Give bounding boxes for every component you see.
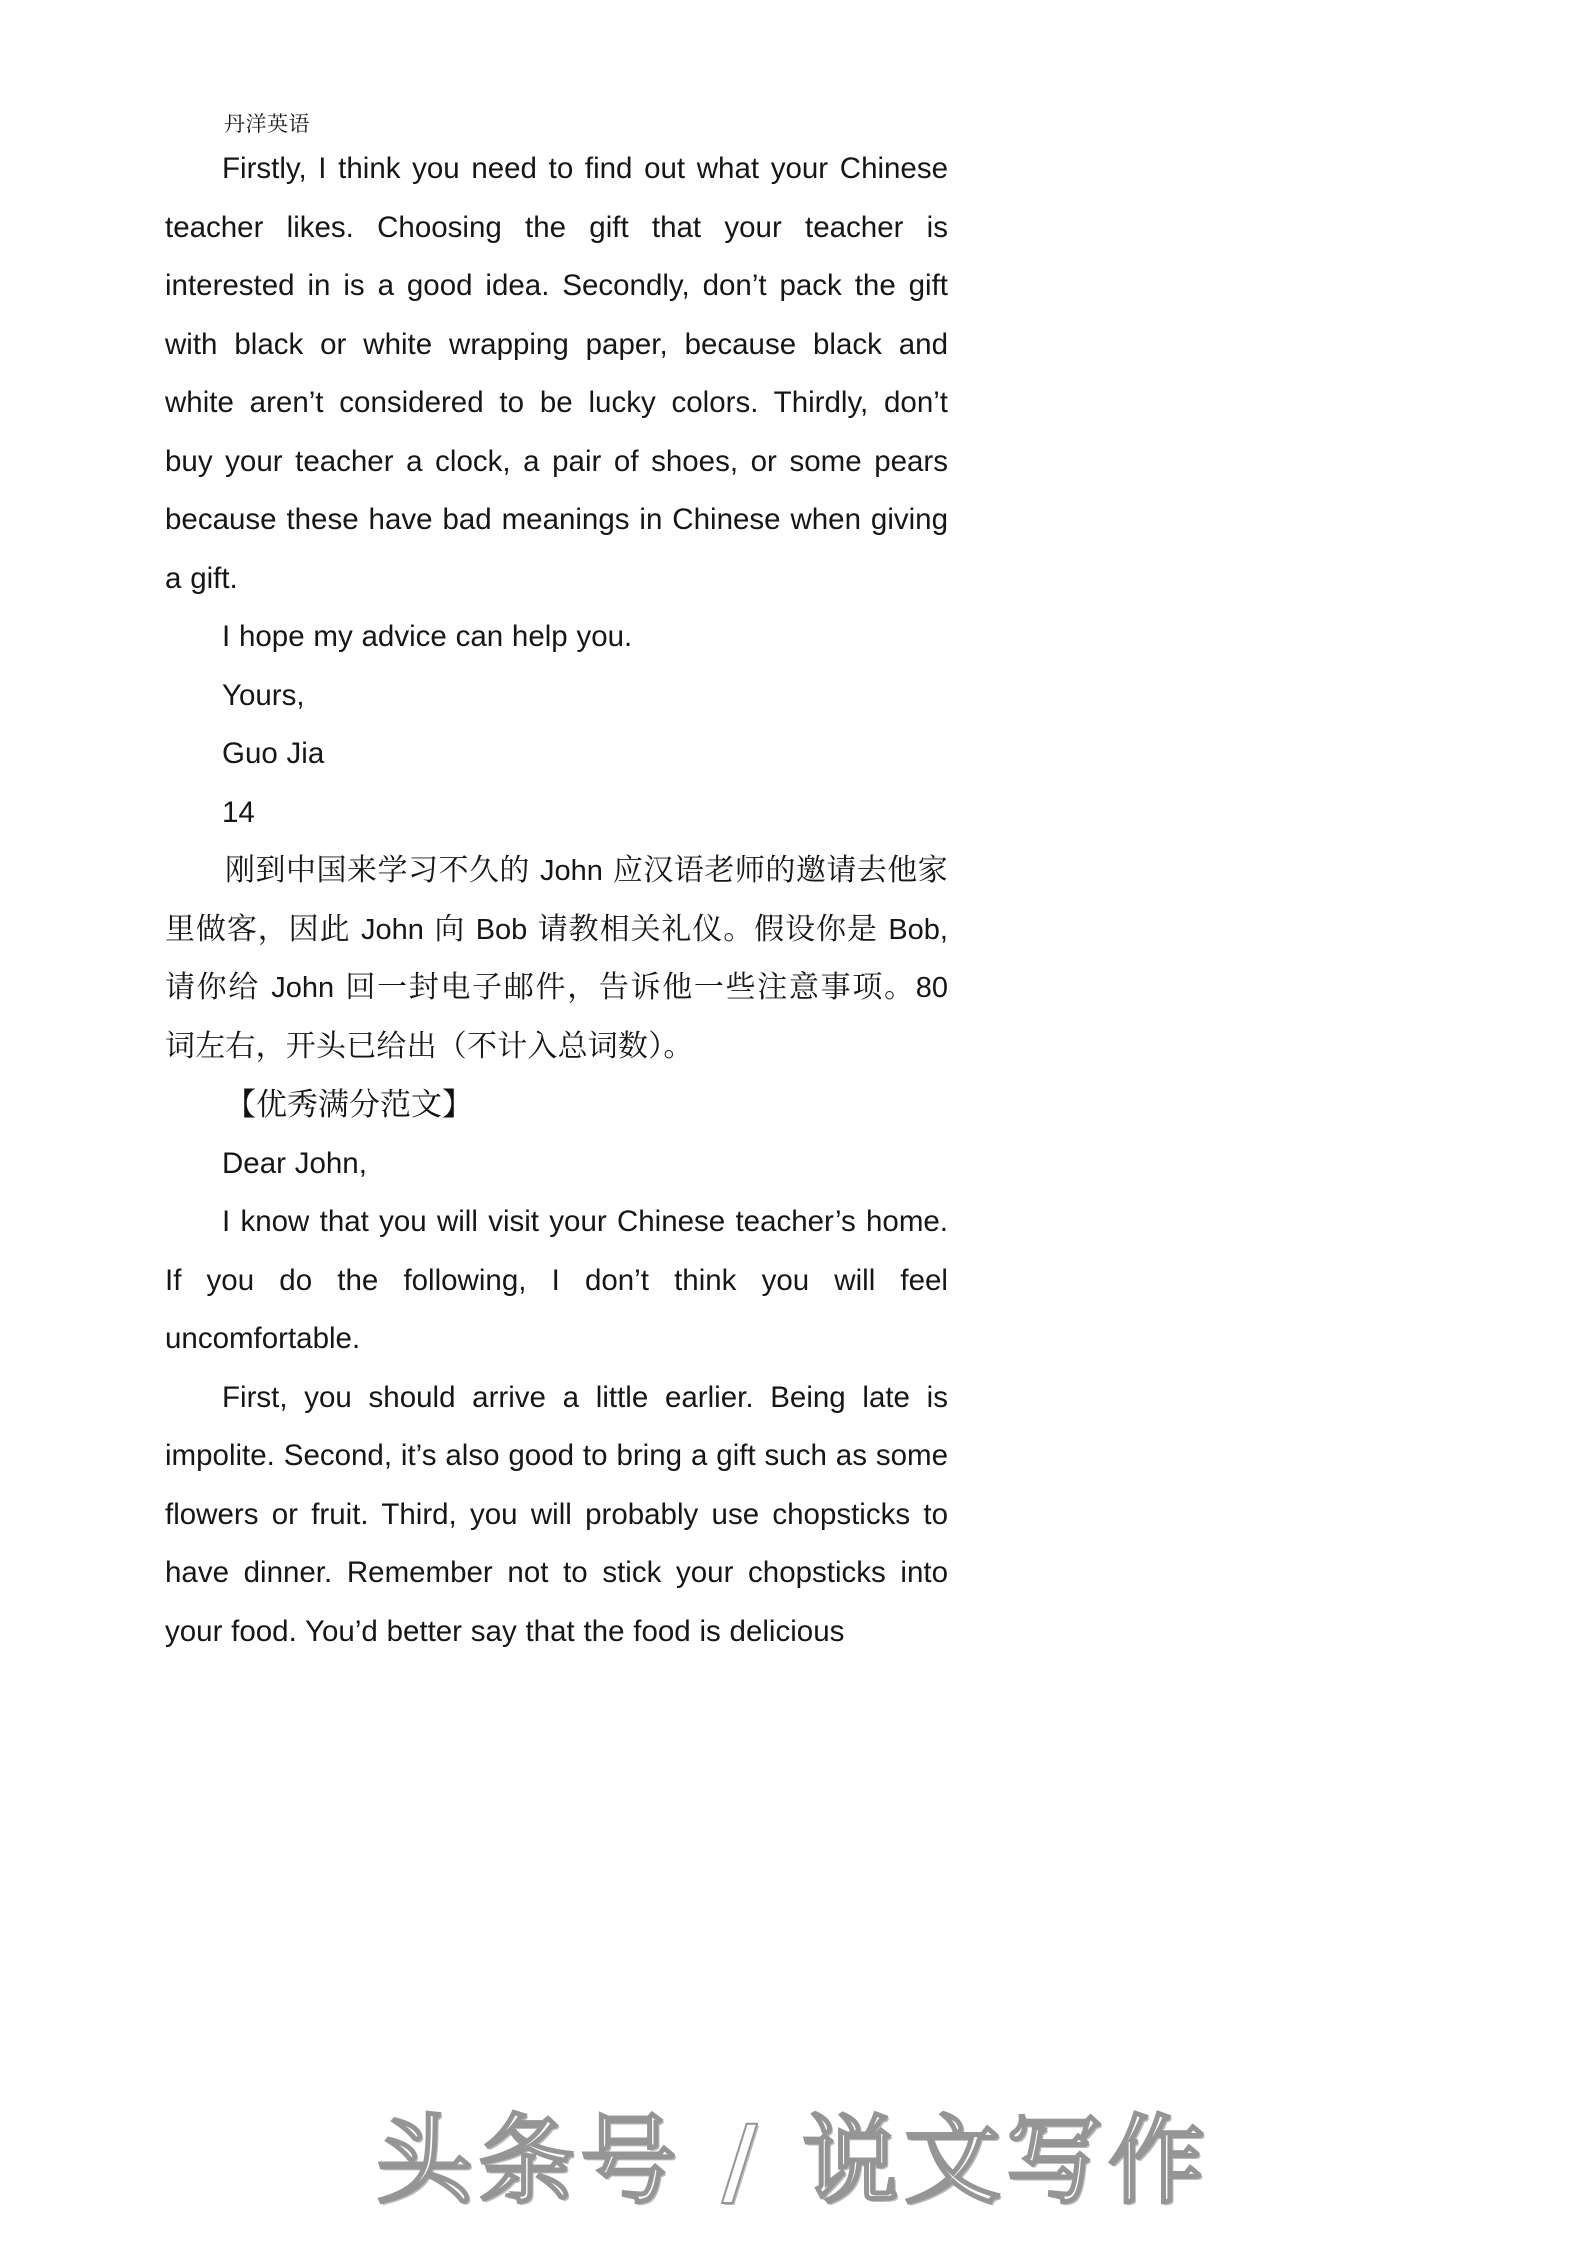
- prompt-text-segment-4: 请教相关礼仪。假设你是: [527, 911, 889, 947]
- prompt-text-segment-3: 向: [423, 911, 476, 947]
- prompt-name-john-1: John: [539, 855, 603, 887]
- prompt-text-segment-2: 应汉语老师的邀请去他家里做客，因此: [165, 853, 948, 947]
- question-number-14: 14: [222, 795, 255, 829]
- model-answer-heading: 【优秀满分范文】: [225, 1087, 473, 1123]
- salutation-dear-john: Dear John,: [222, 1146, 367, 1180]
- running-header: 丹洋英语: [224, 112, 310, 136]
- prompt-text-segment-5: 请你给: [165, 970, 272, 1005]
- question-14-prompt: [165, 842, 948, 1076]
- prompt-text-segment-6: 回一封电子邮件，告诉他一些注意事项。: [334, 970, 916, 1005]
- paragraph-first-arrive-earlier: First, you should arrive a little earlier. Being late is impolite. Second, it’s also good to bring a gift such as some flowers or fruit. Third, you will probably use chopsticks to have dinner. Remember not to stick your chopsticks into your food. You’d better say that the food is delicious: [165, 1380, 948, 1648]
- prompt-name-bob-2: Bob,: [888, 913, 948, 946]
- prompt-name-john-3: John: [271, 972, 335, 1004]
- signature-name: Guo Jia: [222, 737, 325, 770]
- prompt-text-segment-1: 刚到中国来学习不久的: [225, 853, 540, 888]
- watermark-toutiao: 头条号 / 说文写作: [376, 2105, 1211, 2217]
- prompt-name-john-2: John: [360, 913, 424, 946]
- document-body: [165, 140, 948, 1661]
- paragraph-i-know-visit: I know that you will visit your Chinese teacher’s home. If you do the following, I don’t think you will feel uncomfortable.: [165, 1205, 948, 1355]
- paragraph-firstly-advice: Firstly, I think you need to find out what your Chinese teacher likes. Choosing the gift that your teacher is interested in is a good idea. Secondly, don’t pack the gift with black or white wrapping paper, because black and white aren’t considered to be lucky colors. Thirdly, don’t buy your teacher a clock, a pair of shoes, or some pears because these have bad meanings in Chinese when giving a gift.: [165, 152, 948, 595]
- paragraph-hope-advice-helps: I hope my advice can help you.: [222, 620, 633, 653]
- prompt-text-segment-7: 词左右，开头已给出（不计入总词数）。: [165, 1028, 694, 1064]
- sign-off-yours: Yours,: [222, 678, 305, 712]
- prompt-word-count: 80: [915, 972, 948, 1004]
- prompt-name-bob-1: Bob: [475, 913, 528, 946]
